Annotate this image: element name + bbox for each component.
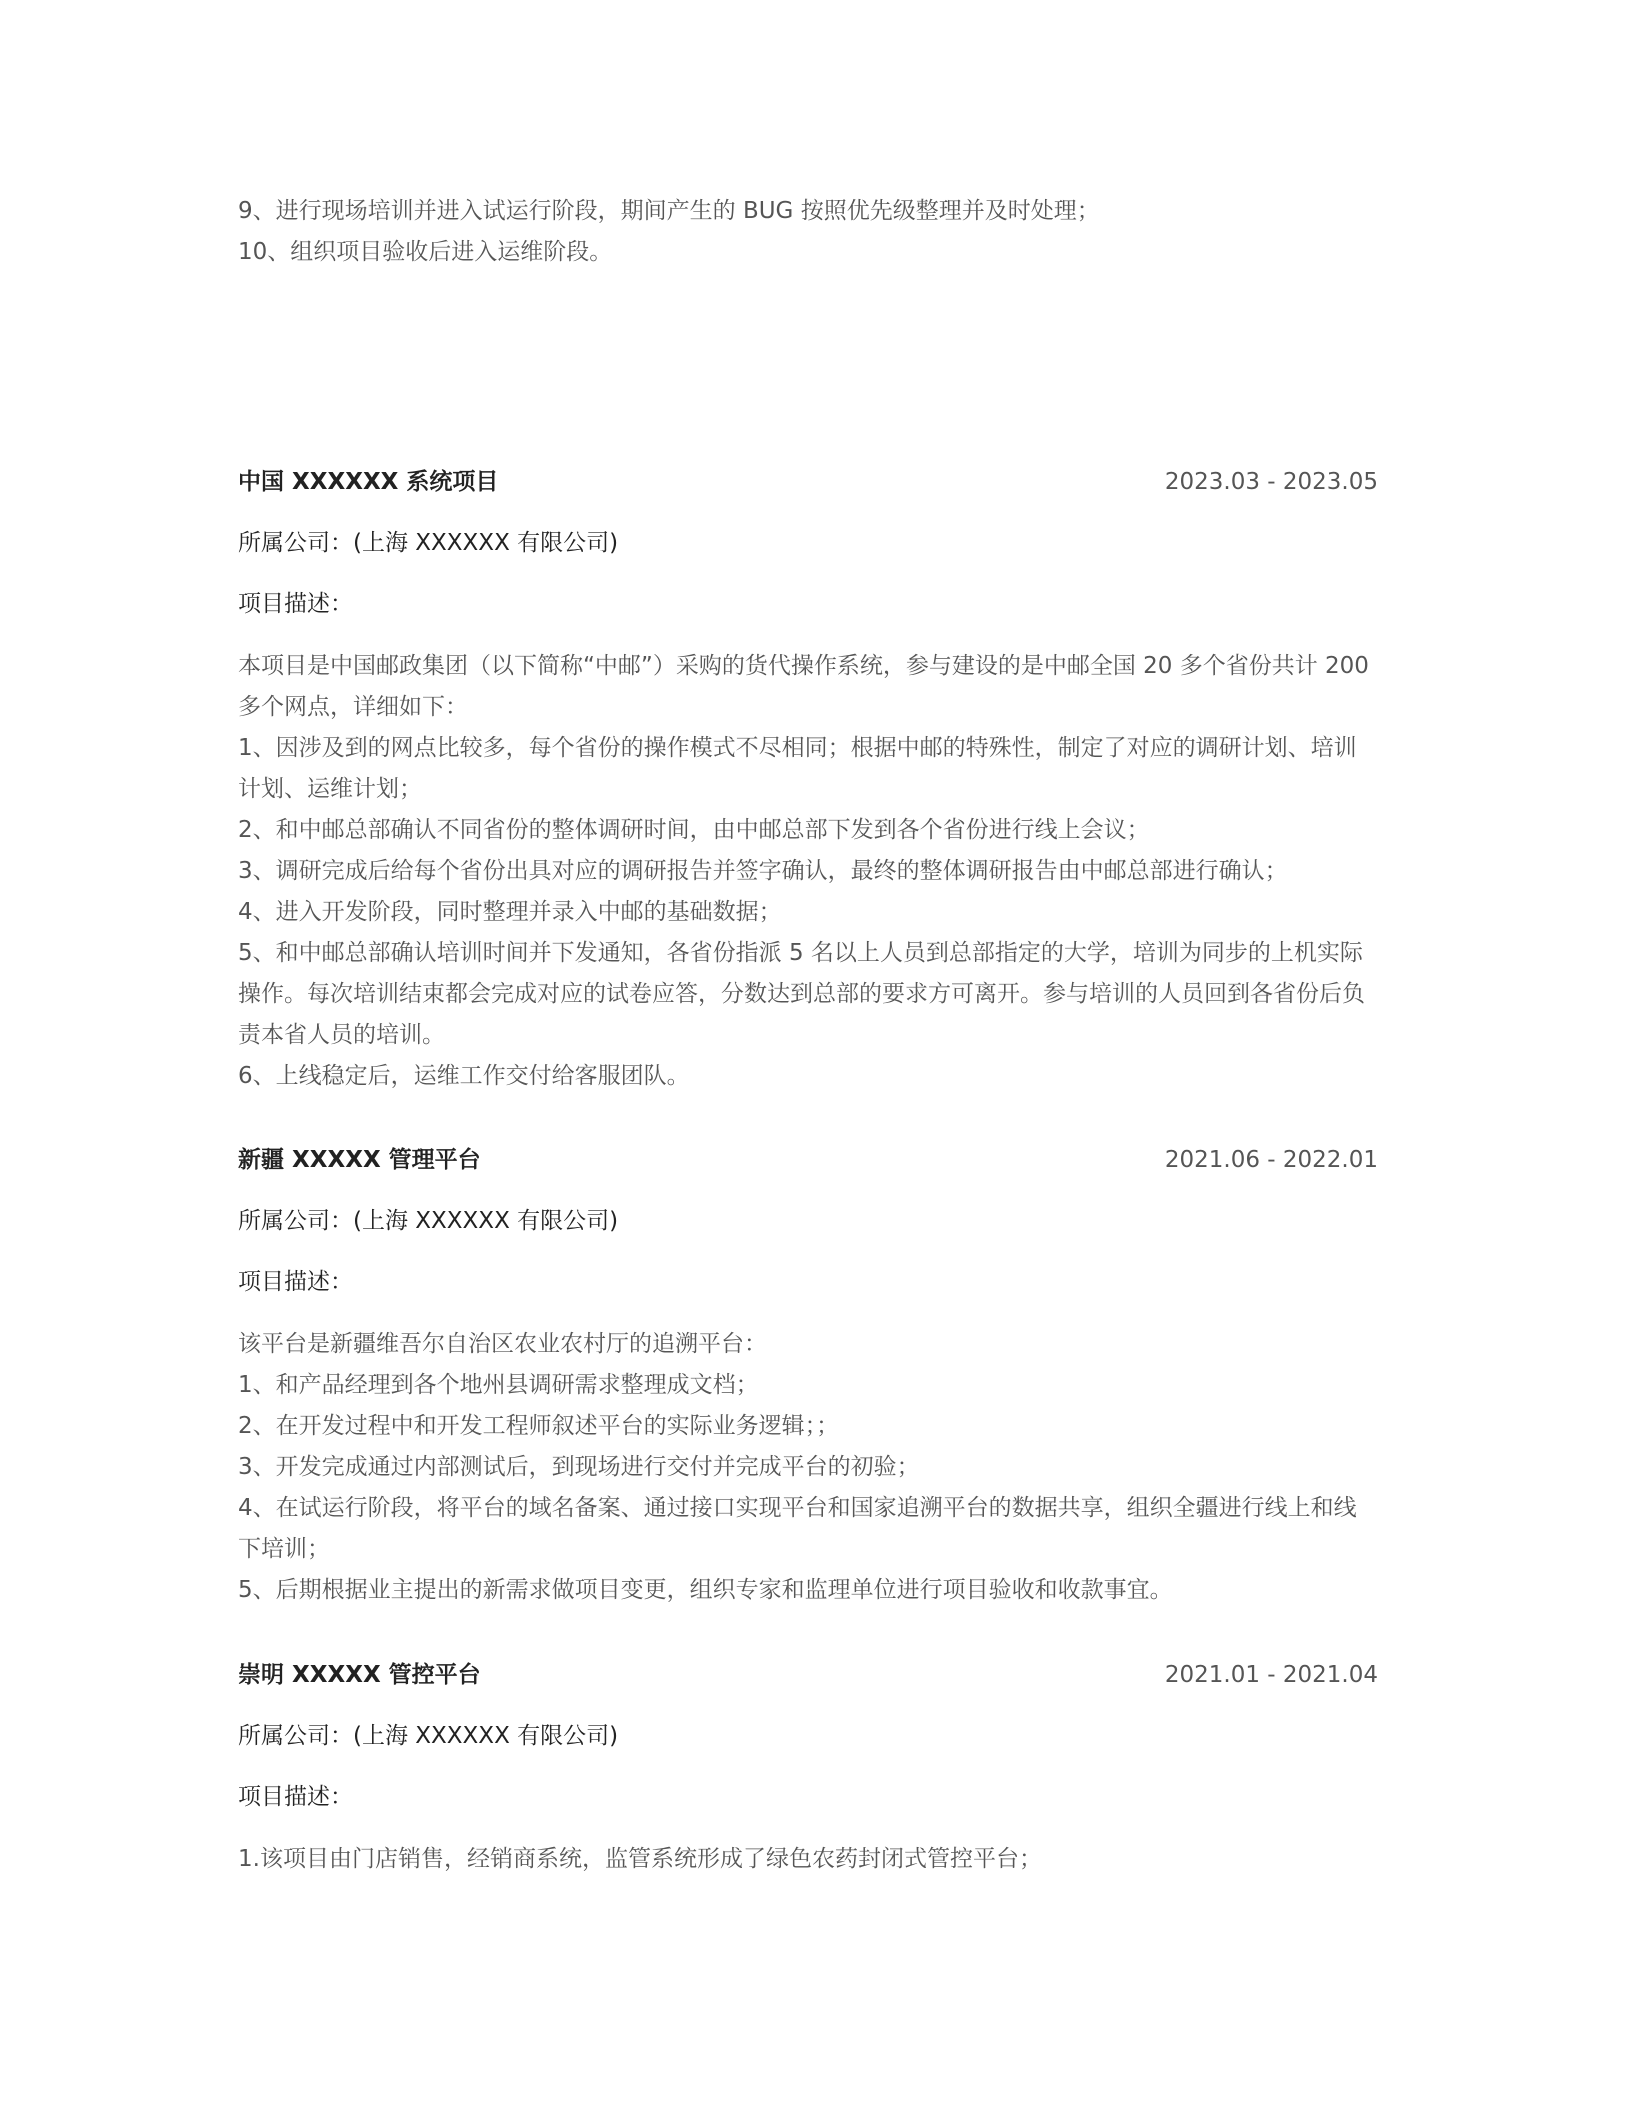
project-description-label: 项目描述： [238, 591, 353, 617]
project-date: 2021.01 - 2021.04 [1164, 1662, 1378, 1688]
description-paragraph: 5、后期根据业主提出的新需求做项目变更，组织专家和监理单位进行项目验收和收款事宜。 [238, 1577, 1173, 1603]
description-paragraph: 3、开发完成通过内部测试后，到现场进行交付并完成平台的初验； [238, 1454, 920, 1480]
intro-line: 10、组织项目验收后进入运维阶段。 [238, 239, 613, 265]
description-paragraph: 4、在试运行阶段，将平台的域名备案、通过接口实现平台和国家追溯平台的数据共享，组织全疆进行线上和线下培训； [238, 1495, 1357, 1562]
project-description [238, 646, 1378, 1097]
description-paragraph: 3、调研完成后给每个省份出具对应的调研报告并签字确认，最终的整体调研报告由中邮总部进行确认； [238, 858, 1288, 884]
project-date: 2021.06 - 2022.01 [1164, 1147, 1378, 1173]
description-paragraph: 该平台是新疆维吾尔自治区农业农村厅的追溯平台： [238, 1331, 767, 1357]
previous-project-tail [238, 191, 1378, 273]
project-entry [238, 1140, 1378, 1611]
project-header [238, 462, 1378, 502]
description-paragraph: 本项目是中国邮政集团（以下简称“中邮”）采购的货代操作系统，参与建设的是中邮全国 20 多个省份共计 200 多个网点，详细如下： [238, 653, 1369, 720]
description-paragraph: 2、在开发过程中和开发工程师叙述平台的实际业务逻辑；； [238, 1413, 840, 1439]
project-title: 中国 XXXXXX 系统项目 [238, 469, 499, 495]
project-description-label: 项目描述： [238, 1269, 353, 1295]
description-paragraph: 2、和中邮总部确认不同省份的整体调研时间，由中邮总部下发到各个省份进行线上会议； [238, 817, 1150, 843]
project-description [238, 1324, 1378, 1611]
description-paragraph: 4、进入开发阶段，同时整理并录入中邮的基础数据； [238, 899, 782, 925]
project-company: 所属公司：(上海 XXXXXX 有限公司) [238, 1723, 619, 1749]
description-paragraph: 5、和中邮总部确认培训时间并下发通知，各省份指派 5 名以上人员到总部指定的大学，培训为同步的上机实际操作。每次培训结束都会完成对应的试卷应答，分数达到总部的要求方可离开。参与培训的人员回到各省份后负责本省人员的培训。 [238, 940, 1365, 1048]
project-entry [238, 1655, 1378, 1880]
description-paragraph: 1、因涉及到的网点比较多，每个省份的操作模式不尽相同；根据中邮的特殊性，制定了对应的调研计划、培训计划、运维计划； [238, 735, 1357, 802]
project-company: 所属公司：(上海 XXXXXX 有限公司) [238, 530, 619, 556]
intro-line: 9、进行现场培训并进入试运行阶段，期间产生的 BUG 按照优先级整理并及时处理； [238, 198, 1100, 224]
description-paragraph: 1、和产品经理到各个地州县调研需求整理成文档； [238, 1372, 759, 1398]
project-entry [238, 462, 1378, 1097]
project-company: 所属公司：(上海 XXXXXX 有限公司) [238, 1208, 619, 1234]
project-header [238, 1655, 1378, 1695]
project-description-label: 项目描述： [238, 1784, 353, 1810]
description-paragraph: 1.该项目由门店销售，经销商系统，监管系统形成了绿色农药封闭式管控平台； [238, 1846, 1042, 1872]
project-title: 崇明 XXXXX 管控平台 [238, 1662, 481, 1688]
project-date: 2023.03 - 2023.05 [1164, 469, 1378, 495]
project-description [238, 1839, 1378, 1880]
project-header [238, 1140, 1378, 1180]
project-title: 新疆 XXXXX 管理平台 [238, 1147, 481, 1173]
description-paragraph: 6、上线稳定后，运维工作交付给客服团队。 [238, 1063, 690, 1089]
